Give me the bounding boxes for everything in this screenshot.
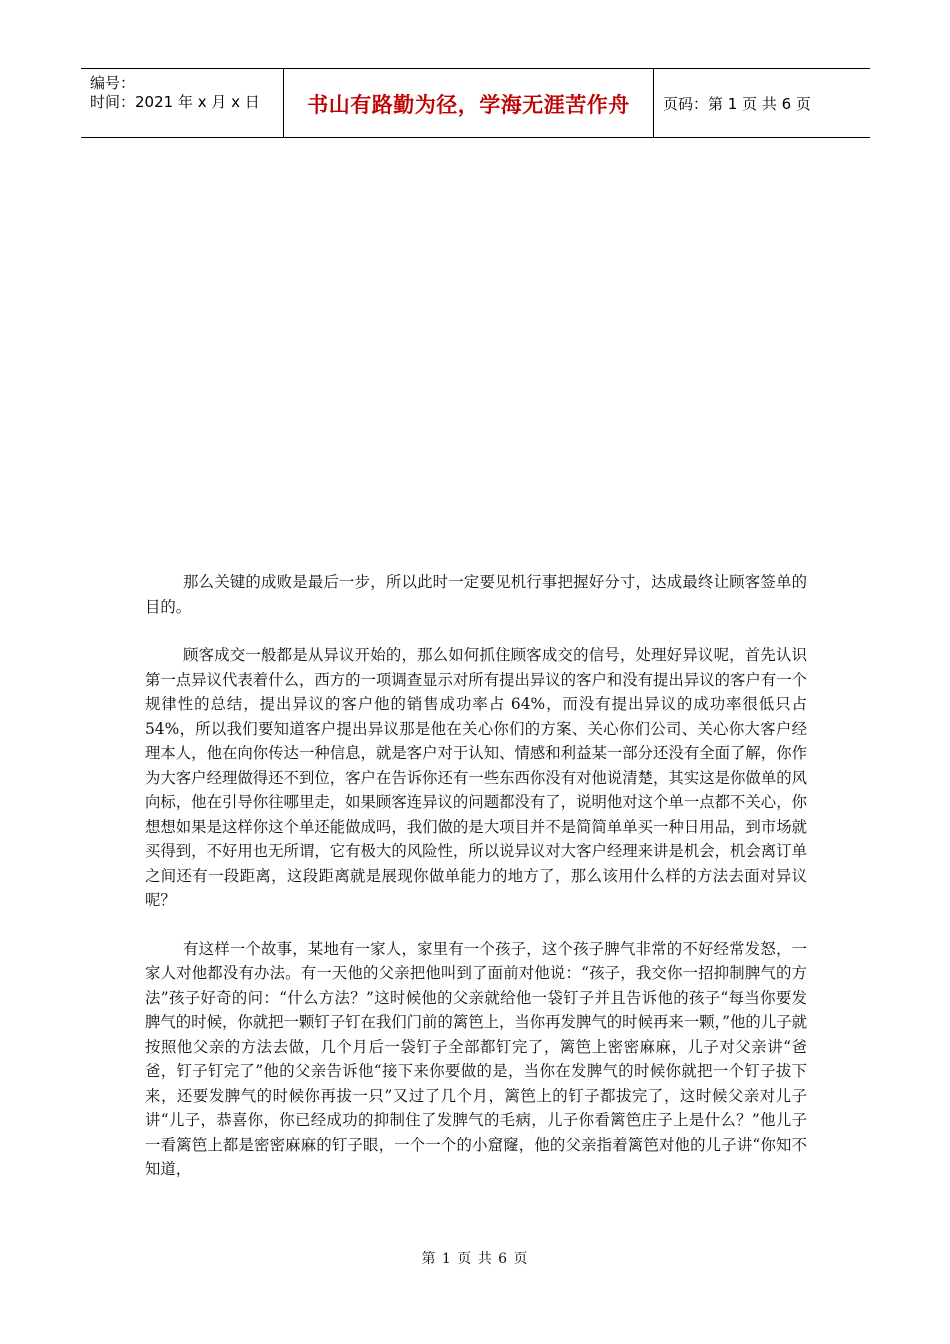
page-header (81, 68, 870, 138)
header-page-code: 页码：第 1 页 共 6 页 (663, 95, 811, 113)
body-paragraph-1: 那么关键的成败是最后一步，所以此时一定要见机行事把握好分寸，达成最终让顾客签单的目的。 (145, 573, 807, 616)
header-motto-cell (284, 69, 654, 137)
body-paragraph-3: 有这样一个故事，某地有一家人，家里有一个孩子，这个孩子脾气非常的不好经常发怒，一家人对他都没有办法。有一天他的父亲把他叫到了面前对他说：“孩子，我交你一招抑制脾气的方法”孩子好奇的问：“什么方法？”这时候他的父亲就给他一袋钉子并且告诉他的孩子“每当你要发脾气的时候，你就把一颗钉子钉在我们门前的篱笆上，当你再发脾气的时候再来一颗，”他的儿子就按照他父亲的方法去做，几个月后一袋钉子全部都钉完了，篱笆上密密麻麻，儿子对父亲讲“爸爸，钉子钉完了”他的父亲告诉他“接下来你要做的是，当你在发脾气的时候你就把一个钉子拔下来，还要发脾气的时候你再拔一只”又过了几个月，篱笆上的钉子都拔完了，这时候父亲对儿子讲“儿子，恭喜你，你已经成功的抑制住了发脾气的毛病，儿子你看篱笆庄子上是什么？”他儿子一看篱笆上都是密密麻麻的钉子眼，一个一个的小窟窿，他的父亲指着篱笆对他的儿子讲“你知不知道， (145, 939, 807, 1178)
document-time-label: 时间：2021 年 x 月 x 日 (90, 93, 260, 111)
document-body (145, 570, 807, 1206)
header-meta-cell (81, 69, 284, 137)
header-motto: 书山有路勤为径，学海无涯苦作舟 (307, 93, 630, 117)
page-footer: 第 1 页 共 6 页 (421, 1251, 529, 1267)
document-number-label: 编号： (90, 74, 136, 92)
header-page-cell (654, 69, 870, 137)
body-paragraph-2: 顾客成交一般都是从异议开始的，那么如何抓住顾客成交的信号，处理好异议呢，首先认识第一点异议代表着什么，西方的一项调查显示对所有提出异议的客户和没有提出异议的客户有一个规律性的总结，提出异议的客户他的销售成功率占 64%，而没有提出异议的成功率很低只占 54%，所以我们要知道客户提出异议那是他在关心你们的方案、关心你们公司、关心你大客户经理本人，他在向你传达一种信息，就是客户对于认知、情感和利益某一部分还没有全面了解，你作为大客户经理做得还不到位，客户在告诉你还有一些东西你没有对他说清楚，其实这是你做单的风向标，他在引导你往哪里走，如果顾客连异议的问题都没有了，说明他对这个单一点都不关心，你想想如果是这样你这个单还能做成吗，我们做的是大项目并不是简简单单买一种日用品，到市场就买得到，不好用也无所谓，它有极大的风险性，所以说异议对大客户经理来讲是机会，机会离订单之间还有一段距离，这段距离就是展现你做单能力的地方了，那么该用什么样的方法去面对异议呢？ (145, 646, 807, 909)
